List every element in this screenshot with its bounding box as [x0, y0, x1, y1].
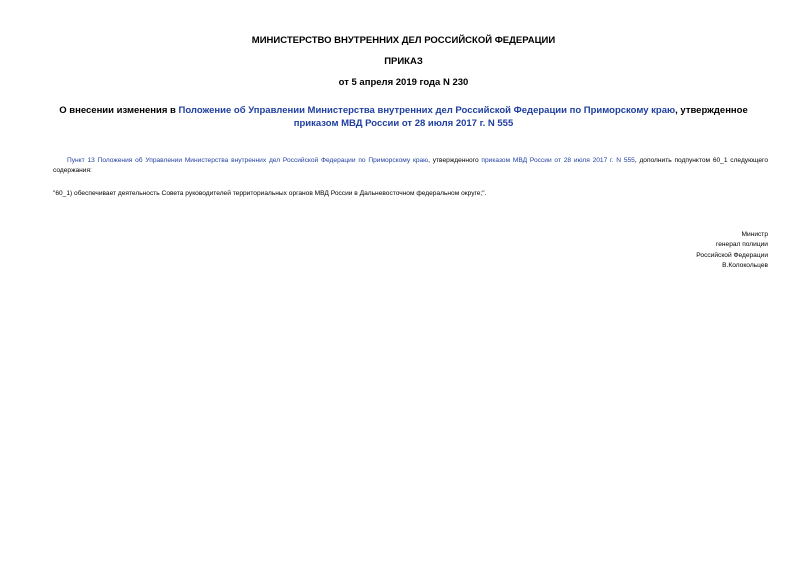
- signature-position: Министр: [741, 231, 768, 238]
- title-link-regulation[interactable]: Положение об Управлении Министерства внутренних дел Российской Федерации по Приморскому краю: [178, 105, 676, 116]
- order-type-heading: ПРИКАЗ: [384, 56, 423, 67]
- title-prefix: О внесении изменения в: [59, 105, 179, 116]
- para1-link-order[interactable]: приказом МВД России от 28 июля 2017 г. N 555: [481, 157, 635, 164]
- ministry-heading: МИНИСТЕРСТВО ВНУТРЕННИХ ДЕЛ РОССИЙСКОЙ ФЕДЕРАЦИИ: [251, 35, 556, 46]
- title-middle: , утвержденное: [675, 105, 748, 116]
- signature-country: Российской Федерации: [696, 251, 768, 259]
- para1-link-item[interactable]: Пункт 13: [67, 157, 98, 164]
- body-paragraph-1: [53, 156, 768, 176]
- title-link-order[interactable]: приказом МВД России от 28 июля 2017 г. N 555: [293, 117, 514, 129]
- para1-link-regulation[interactable]: Положения об Управлении Министерства внутренних дел Российской Федерации по Приморскому краю: [97, 157, 429, 164]
- order-date-heading: от 5 апреля 2019 года N 230: [338, 77, 469, 88]
- para1-middle: , утвержденного: [428, 157, 482, 164]
- document-title: [40, 105, 767, 130]
- signature-block: [696, 230, 768, 271]
- body-paragraph-2: "60_1) обеспечивает деятельность Совета руководителей территориальных органов МВД России в Дальневосточном федеральном округе;".: [53, 190, 487, 197]
- para1-suffix: , дополнить подпунктом 60_1 следующего содержания:: [53, 157, 768, 174]
- signature-name: В.Колокольцев: [722, 261, 768, 269]
- signature-rank: генерал полиции: [715, 241, 768, 249]
